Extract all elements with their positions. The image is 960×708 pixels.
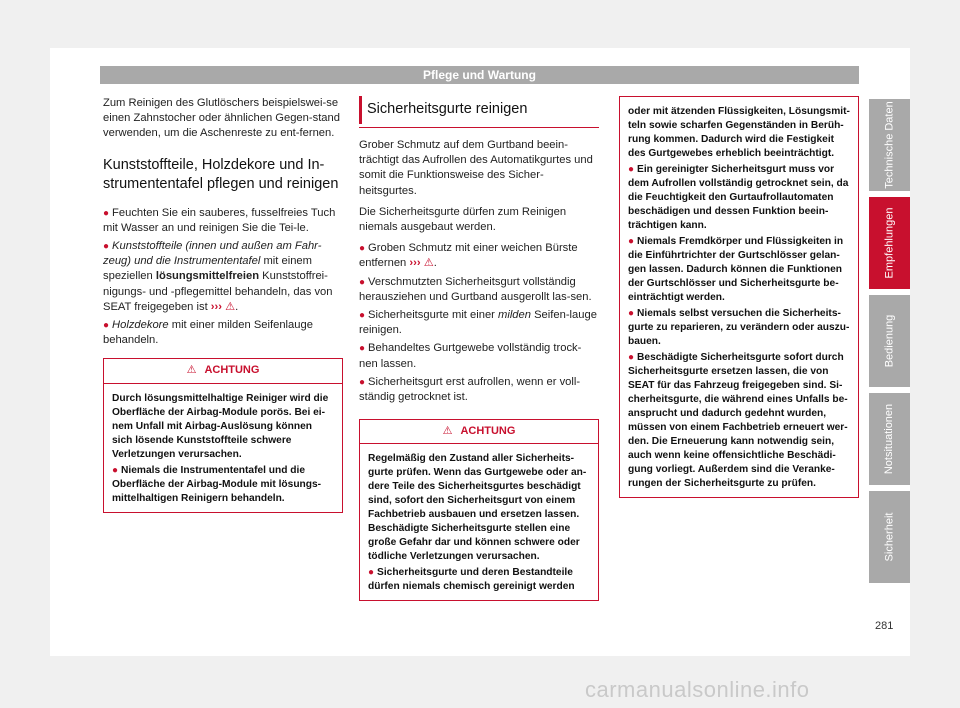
bullet-item: ● Sicherheitsgurt erst aufrollen, wenn er voll-ständig getrocknet ist. [359,375,581,404]
bullet-dot-icon: ● [359,276,366,288]
paragraph: Grober Schmutz auf dem Gurtband beein-trächtigt das Aufrollen des Automatikgurtes und somit die Funktionsweise des Sicher-heitsgurtes. [359,139,593,197]
warning-body [620,97,858,497]
warning-body [360,444,598,600]
reference-arrow-icon[interactable]: ››› [409,257,421,270]
warning-box [103,358,343,512]
bullet-dot-icon: ● [628,164,635,175]
bullet-dot-icon: ● [628,352,635,363]
bullet-dot-icon: ● [359,343,366,355]
bullet-dot-icon: ● [112,464,119,476]
bullet-item: ● Verschmutzten Sicherheitsgurt vollständig herausziehen und Gurtband ausgerollt las-sen. [359,275,592,303]
warning-triangle-icon: ⚠ [423,257,434,270]
warning-text: Durch lösungsmittelhaltige Reiniger wird die Oberfläche der Airbag-Module porös. Bei ei-nem Unfall mit Airbag-Auslösung können sich lösende Kunststoffteile schwere Verletzungen verursachen. [112,392,329,460]
paragraph: Die Sicherheitsgurte dürfen zum Reinigen niemals ausgebaut werden. [359,205,567,234]
warning-bullet: ● Niemals Fremdkörper und Flüssigkeiten in die Einführtrichter der Gurtschlösser gelan-gen lassen. Dadurch können die Funktionen der Gurtschlösser und Sicherheitsgurte be-einträchtigt werden. [628,236,844,303]
tab-bedienung[interactable]: Bedienung [869,295,910,387]
warning-triangle-icon: ⚠ [225,300,236,313]
column-2 [359,96,599,601]
reference-arrow-icon[interactable]: ››› [210,300,222,313]
warning-header: ⚠ ACHTUNG [360,420,598,444]
warning-bullet: ● Sicherheitsgurte und deren Bestandteile dürfen niemals chemisch gereinigt werden [368,567,575,593]
section-heading-seatbelts: Sicherheitsgurte reinigen [359,96,599,128]
column-1 [103,96,343,513]
bullet-item: ● Groben Schmutz mit einer weichen Bürste entfernen ››› ⚠. [359,242,578,270]
bullet-dot-icon: ● [103,320,110,332]
bullet-dot-icon: ● [368,567,375,579]
tab-notsituationen[interactable]: Notsituationen [869,393,910,485]
warning-box-continued [619,96,859,498]
bullet-item: ● Sicherheitsgurte mit einer milden Seifen-lauge reinigen. [359,309,597,337]
bullet-dot-icon: ● [359,243,366,255]
tab-sicherheit[interactable]: Sicherheit [869,491,910,583]
intro-paragraph: Zum Reinigen des Glutlöschers beispielswei-se einen Zahnstocher oder ähnlichen Gegen-stand verwenden, um die Aschenreste zu ent-fernen. [103,97,340,140]
warning-header: ⚠ ACHTUNG [104,359,342,383]
page-number: 281 [875,620,894,632]
bullet-item: ● Behandeltes Gurtgewebe vollständig trock-nen lassen. [359,342,582,370]
bullet-item: ● Feuchten Sie ein sauberes, fusselfreies Tuch mit Wasser an und reinigen Sie die Tei-le. [103,206,336,234]
warning-body [104,384,342,512]
bullet-dot-icon: ● [359,310,366,322]
warning-bullet: ● Beschädigte Sicherheitsgurte sofort durch Sicherheitsgurte ersetzen lassen, die von SEAT für das Fahrzeug freigegeben sind. Si-cherheitsgurte, die während eines Unfalls be-ansprucht und dadurch gedehnt wurden, müssen von einem Fachbetrieb erneuert wer-den. Die Erneuerung kann notwendig sein, auch wenn keine offensichtliche Beschädi-gung vorliegt. Außerdem sind die Veranke-rungen der Sicherheitsgurte zu prüfen. [628,352,848,489]
warning-triangle-icon: ⚠ [442,425,453,438]
warning-text: Regelmäßig den Zustand aller Sicherheits-gurte prüfen. Wenn das Gurtgewebe oder an-dere Teile des Sicherheitsgurtes beschädigt sind, sofort den Sicherheitsgurt von einem Fachbetrieb ausbauen und ersetzen lassen. Beschädigte Sicherheitsgurte stellen eine große Gefahr dar und können schwere oder tödliche Verletzungen verursachen. [368,453,587,563]
tab-empfehlungen[interactable]: Empfehlungen [869,197,910,289]
watermark: carmanualsonline.info [585,677,810,702]
warning-text: oder mit ätzenden Flüssigkeiten, Lösungsmit-teln sowie scharfen Gegenständen in Berüh-rung kommen. Dadurch wird die Festigkeit des Gurtgewebes erheblich beeinträchtigt. [628,106,850,159]
bullet-dot-icon: ● [359,376,366,388]
page-header: Pflege und Wartung [100,66,859,84]
bullet-dot-icon: ● [103,207,110,219]
tab-technische-daten[interactable]: Technische Daten [869,99,910,191]
warning-triangle-icon: ⚠ [186,364,197,377]
warning-box [359,419,599,601]
warning-bullet: ● Ein gereinigter Sicherheitsgurt muss vor dem Aufrollen vollständig getrocknet sein, da die Feuchtigkeit den Gurtaufrollautomaten beschädigen und dessen Funktion beein-trächtigen kann. [628,164,849,231]
warning-bullet: ● Niemals selbst versuchen die Sicherheits-gurte zu reparieren, zu verändern oder auszu-bauen. [628,308,850,347]
column-3 [619,96,859,498]
bullet-dot-icon: ● [628,236,635,247]
bullet-item: ● Holzdekore mit einer milden Seifenlauge behandeln. [103,319,313,347]
warning-bullet: ● Niemals die Instrumententafel und die Oberfläche der Airbag-Module mit lösungs-mittelhaltigen Reinigern behandeln. [112,464,322,504]
bullet-dot-icon: ● [103,241,110,253]
bullet-dot-icon: ● [628,308,635,319]
bullet-item: ● Kunststoffteile (innen und außen am Fahr-zeug) und die Instrumententafel mit einem speziellen lösungsmittelfreien Kunststoffrei-nigungs- und -pflegemittel behandeln, das von SEAT freigegeben ist ››› ⚠. [103,240,333,313]
section-heading-plastics: Kunststoffteile, Holzdekore und In-strumententafel pflegen und reinigen [103,156,339,192]
